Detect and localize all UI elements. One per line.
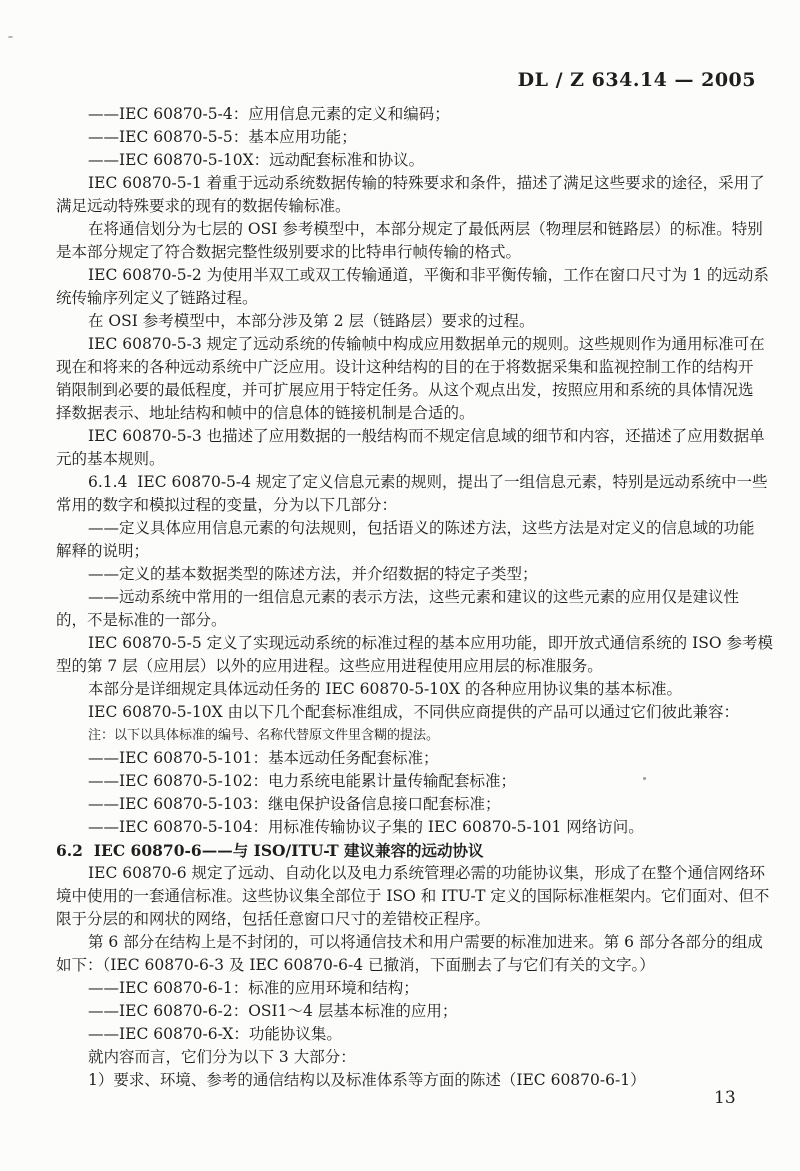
- text-line: 第 6 部分在结构上是不封闭的，可以将通信技术和用户需要的标准加进来。第 6 部分各部分的组成: [88, 933, 763, 951]
- text-line: IEC 60870-5-3 规定了远动系统的传输帧中构成应用数据单元的规则。这些规则作为通用标准可在: [88, 335, 765, 353]
- text-line: ——定义的基本数据类型的陈述方法，并介绍数据的特定子类型；: [88, 565, 538, 583]
- text-line: 6.2 IEC 60870-6——与 ISO/ITU-T 建议兼容的远动协议: [56, 841, 484, 860]
- text-line: 常用的数字和模拟过程的变量，分为以下几部分：: [56, 496, 398, 514]
- text-line: ——IEC 60870-6-X：功能协议集。: [88, 1025, 342, 1043]
- text-line: 本部分是详细规定具体远动任务的 IEC 60870-5-10X 的各种应用协议集的基本标准。: [88, 680, 682, 698]
- text-line: IEC 60870-6 规定了远动、自动化以及电力系统管理必需的功能协议集，形成了在整个通信网络环: [88, 864, 766, 882]
- page-number: 13: [714, 1088, 736, 1108]
- text-line: 销限制到必要的最低程度，并可扩展应用于特定任务。从这个观点出发，按照应用和系统的具体情况选: [56, 381, 754, 399]
- text-line: IEC 60870-5-10X 由以下几个配套标准组成，不同供应商提供的产品可以通过它们彼此兼容：: [88, 703, 740, 721]
- text-line: 解释的说明；: [56, 542, 150, 560]
- text-line: 注：以下以具体标准的编号、名称代替原文件里含糊的提法。: [88, 728, 440, 743]
- document-number-header: DL / Z 634.14 — 2005: [517, 69, 756, 91]
- text-line: IEC 60870-5-1 着重于远动系统数据传输的特殊要求和条件，描述了满足这些要求的途径，采用了: [88, 174, 765, 192]
- text-line: 的，不是标准的一部分。: [56, 611, 227, 629]
- text-line: 1）要求、环境、参考的通信结构以及标准体系等方面的陈述（IEC 60870-6-1）: [88, 1071, 646, 1089]
- text-line: IEC 60870-5-3 也描述了应用数据的一般结构而不规定信息域的细节和内容，还描述了应用数据单: [88, 427, 765, 445]
- text-line: ——IEC 60870-5-102：电力系统电能累计量传输配套标准；: [88, 772, 516, 790]
- text-line: 在将通信划分为七层的 OSI 参考模型中，本部分规定了最低两层（物理层和链路层）的标准。特别: [88, 220, 763, 238]
- text-line: 就内容而言，它们分为以下 3 大部分：: [88, 1048, 356, 1066]
- text-line: ——IEC 60870-6-1：标准的应用环境和结构；: [88, 979, 419, 997]
- text-line: 元的基本规则。: [56, 450, 165, 468]
- text-line: 是本部分规定了符合数据完整性级别要求的比特串行帧传输的格式。: [56, 243, 522, 261]
- text-line: ——IEC 60870-5-5：基本应用功能；: [88, 128, 357, 146]
- text-line: ——IEC 60870-5-101：基本远动任务配套标准；: [88, 749, 439, 767]
- text-line: 择数据表示、地址结构和帧中的信息体的链接机制是合适的。: [56, 404, 475, 422]
- text-line: 境中使用的一套通信标准。这些协议集全部位于 ISO 和 ITU-T 定义的国际标准框架内。它们面对、但不: [56, 887, 770, 905]
- text-line: ——IEC 60870-5-103：继电保护设备信息接口配套标准；: [88, 795, 501, 813]
- text-line: 限于分层的和网状的网络，包括任意窗口尺寸的差错校正程序。: [56, 910, 491, 928]
- text-line: 现在和将来的各种远动系统中广泛应用。设计这种结构的目的在于将数据采集和监视控制工作的结构开: [56, 358, 754, 376]
- text-line: ——定义具体应用信息元素的句法规则，包括语义的陈述方法，这些方法是对定义的信息域的功能: [88, 519, 755, 537]
- text-line: IEC 60870-5-5 定义了实现远动系统的标准过程的基本应用功能，即开放式通信系统的 ISO 参考模: [88, 634, 773, 652]
- text-line: ——IEC 60870-5-10X：远动配套标准和协议。: [88, 151, 425, 169]
- text-line: 在 OSI 参考模型中，本部分涉及第 2 层（链路层）要求的过程。: [88, 312, 535, 330]
- text-line: 如下：（IEC 60870-6-3 及 IEC 60870-6-4 已撤消，下面删去了与它们有关的文字。）: [56, 956, 655, 974]
- text-line: ——远动系统中常用的一组信息元素的表示方法，这些元素和建议的这些元素的应用仅是建议性: [88, 588, 740, 606]
- text-line: 满足远动特殊要求的现有的数据传输标准。: [56, 197, 351, 215]
- text-line: ——IEC 60870-5-4：应用信息元素的定义和编码；: [88, 105, 450, 123]
- body-text: [56, 103, 773, 1092]
- text-line: IEC 60870-5-2 为使用半双工或双工传输通道，平衡和非平衡传输，工作在窗口尺寸为 1 的远动系: [88, 266, 769, 284]
- text-line: 6.1.4 IEC 60870-5-4 规定了定义信息元素的规则，提出了一组信息元素，特别是远动系统中一些: [88, 473, 768, 491]
- text-line: 型的第 7 层（应用层）以外的应用进程。这些应用进程使用应用层的标准服务。: [56, 657, 603, 675]
- scan-artifact: [8, 36, 13, 38]
- text-line: ——IEC 60870-6-2：OSI1～4 层基本标准的应用；: [88, 1002, 458, 1020]
- text-line: ——IEC 60870-5-104：用标准传输协议子集的 IEC 60870-5-101 网络访问。: [88, 818, 644, 836]
- text-line: 统传输序列定义了链路过程。: [56, 289, 258, 307]
